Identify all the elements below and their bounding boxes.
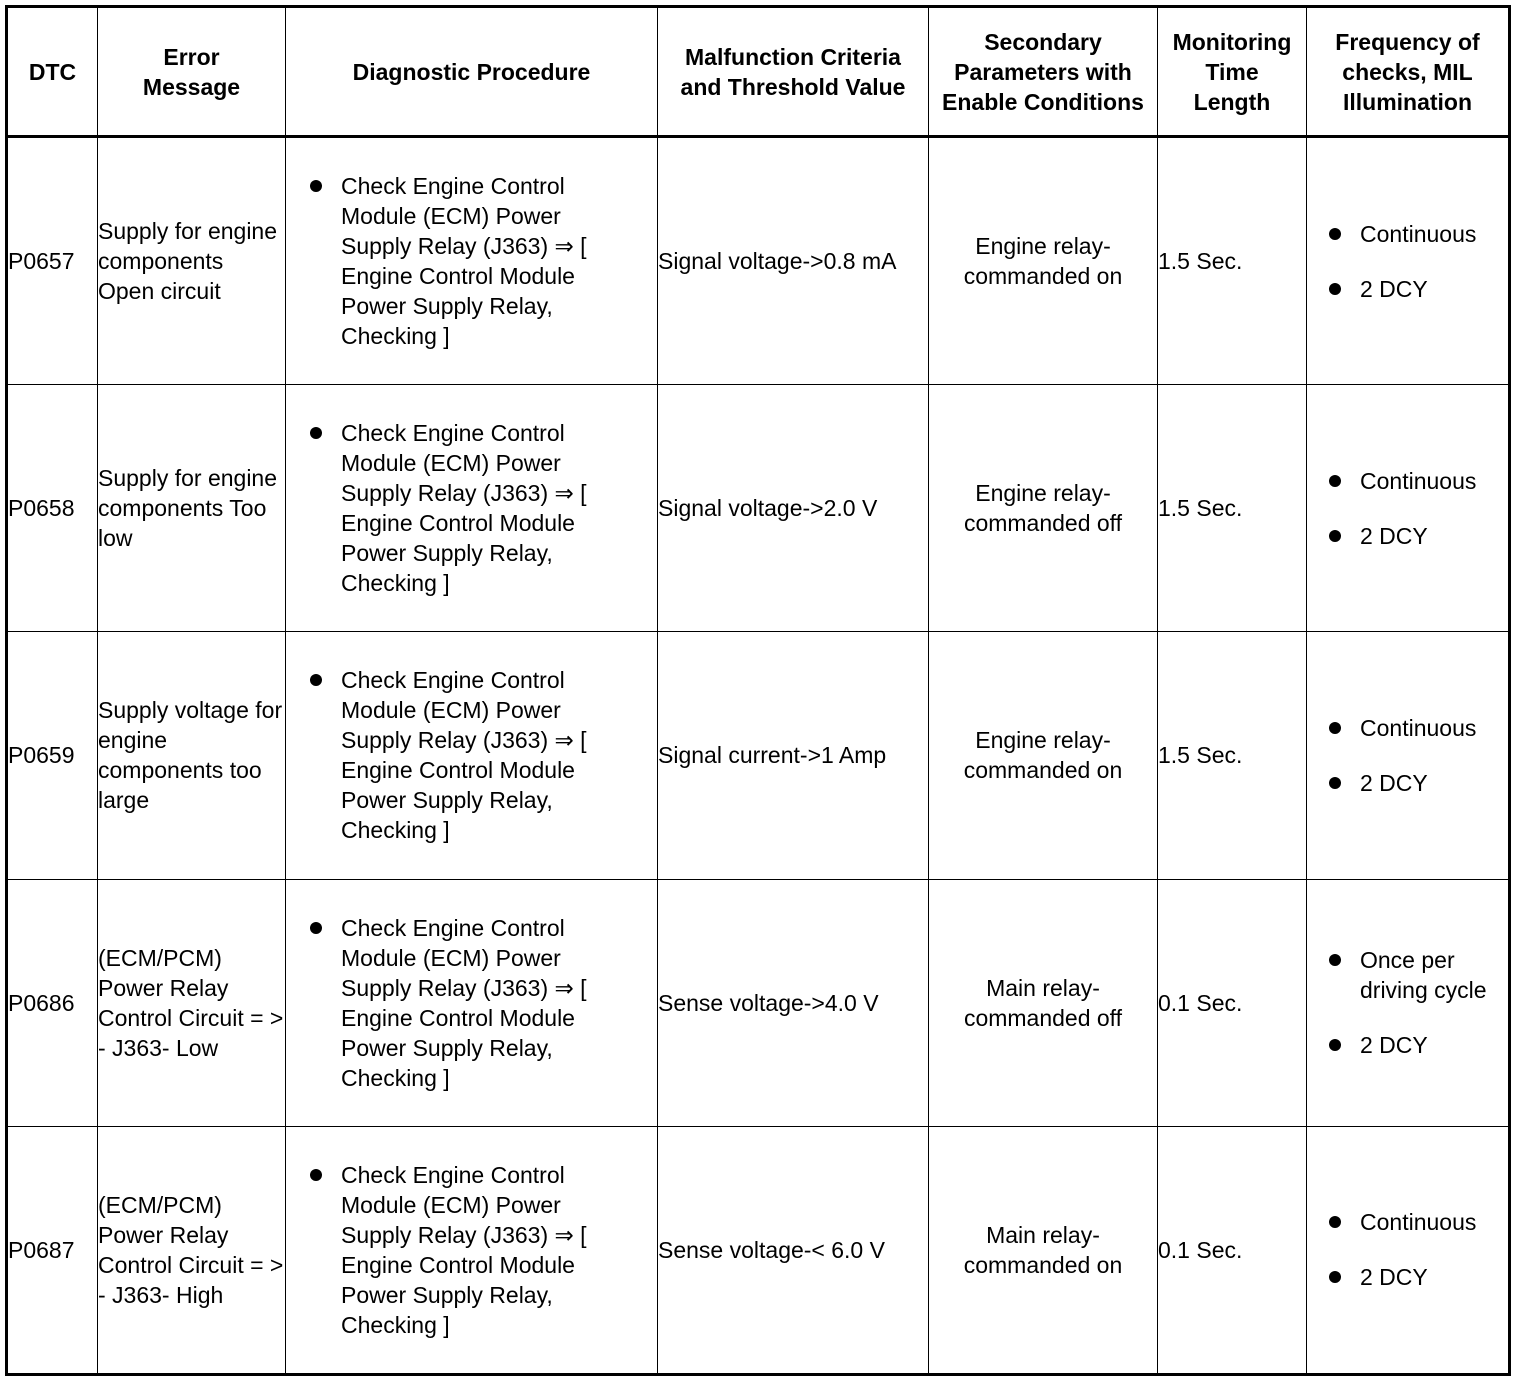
frequency-cell — [1307, 137, 1510, 385]
monitoring-time: 1.5 Sec. — [1158, 632, 1307, 879]
dtc-code: P0659 — [7, 632, 98, 879]
malfunction-criteria: Sense voltage->4.0 V — [658, 879, 929, 1126]
diagnostic-procedure — [286, 137, 658, 385]
frequency-cell — [1307, 632, 1510, 879]
monitoring-time: 1.5 Sec. — [1158, 385, 1307, 632]
table-row — [7, 632, 1510, 879]
bullet-icon — [1329, 954, 1341, 966]
error-message: (ECM/PCM) Power Relay Control Circuit = > - J363- Low — [98, 879, 286, 1126]
error-message: Supply for engine components Open circuit — [98, 137, 286, 385]
bullet-icon — [1329, 1271, 1341, 1283]
secondary-parameters — [929, 1126, 1158, 1374]
secondary-parameters — [929, 385, 1158, 632]
header-secondary-parameters: Secondary Parameters with Enable Conditions — [929, 7, 1158, 137]
secondary-text: Engine relay-commanded off — [963, 480, 1123, 537]
bullet-icon — [310, 427, 322, 439]
frequency-item: Continuous — [1360, 714, 1477, 741]
bullet-icon — [310, 180, 322, 192]
header-row — [7, 7, 1510, 137]
monitoring-time: 0.1 Sec. — [1158, 1126, 1307, 1374]
bullet-icon — [310, 922, 322, 934]
bullet-icon — [310, 1169, 322, 1181]
bullet-icon — [1329, 777, 1341, 789]
secondary-text: Engine relay-commanded on — [963, 233, 1123, 290]
secondary-text: Main relay-commanded off — [963, 974, 1123, 1031]
dtc-code: P0686 — [7, 879, 98, 1126]
bullet-icon — [1329, 228, 1341, 240]
bullet-icon — [1329, 475, 1341, 487]
diagnostic-procedure — [286, 385, 658, 632]
frequency-item: Continuous — [1360, 220, 1477, 247]
malfunction-criteria: Signal voltage->2.0 V — [658, 385, 929, 632]
secondary-parameters — [929, 632, 1158, 879]
table-row — [7, 879, 1510, 1126]
procedure-text: Check Engine Control Module (ECM) Power Supply Relay (J363) ⇒ [ Engine Control Module Power Supply Relay, Checking ] — [341, 914, 587, 1091]
table-row — [7, 137, 1510, 385]
error-message: (ECM/PCM) Power Relay Control Circuit = > - J363- High — [98, 1126, 286, 1374]
dtc-table — [5, 5, 1511, 1376]
bullet-icon — [310, 674, 322, 686]
table-body — [7, 137, 1510, 1375]
monitoring-time: 1.5 Sec. — [1158, 137, 1307, 385]
diagnostic-procedure — [286, 879, 658, 1126]
header-malfunction-criteria: Malfunction Criteria and Threshold Value — [658, 7, 929, 137]
procedure-text: Check Engine Control Module (ECM) Power Supply Relay (J363) ⇒ [ Engine Control Module Power Supply Relay, Checking ] — [341, 173, 587, 350]
frequency-item: 2 DCY — [1360, 522, 1428, 549]
frequency-item: Once per driving cycle — [1360, 947, 1487, 1004]
procedure-text: Check Engine Control Module (ECM) Power Supply Relay (J363) ⇒ [ Engine Control Module Power Supply Relay, Checking ] — [341, 1161, 587, 1338]
header-dtc: DTC — [7, 7, 98, 137]
dtc-code: P0687 — [7, 1126, 98, 1374]
frequency-cell — [1307, 385, 1510, 632]
malfunction-criteria: Signal voltage->0.8 mA — [658, 137, 929, 385]
frequency-item: Continuous — [1360, 1209, 1477, 1236]
header-monitoring-time: Monitoring Time Length — [1158, 7, 1307, 137]
error-message: Supply voltage for engine components too large — [98, 632, 286, 879]
frequency-cell — [1307, 1126, 1510, 1374]
diagnostic-procedure — [286, 632, 658, 879]
header-frequency: Frequency of checks, MIL Illumination — [1307, 7, 1510, 137]
error-message: Supply for engine components Too low — [98, 385, 286, 632]
header-error-message: Error Message — [98, 7, 286, 137]
secondary-text: Main relay-commanded on — [963, 1221, 1123, 1278]
dtc-code: P0658 — [7, 385, 98, 632]
diagnostic-procedure — [286, 1126, 658, 1374]
bullet-icon — [1329, 722, 1341, 734]
malfunction-criteria: Sense voltage-< 6.0 V — [658, 1126, 929, 1374]
table-row — [7, 1126, 1510, 1374]
dtc-code: P0657 — [7, 137, 98, 385]
frequency-cell — [1307, 879, 1510, 1126]
secondary-parameters — [929, 137, 1158, 385]
secondary-parameters — [929, 879, 1158, 1126]
bullet-icon — [1329, 1039, 1341, 1051]
frequency-item: Continuous — [1360, 467, 1477, 494]
frequency-item: 2 DCY — [1360, 1032, 1428, 1059]
bullet-icon — [1329, 1216, 1341, 1228]
bullet-icon — [1329, 530, 1341, 542]
frequency-item: 2 DCY — [1360, 769, 1428, 796]
malfunction-criteria: Signal current->1 Amp — [658, 632, 929, 879]
procedure-text: Check Engine Control Module (ECM) Power Supply Relay (J363) ⇒ [ Engine Control Module Power Supply Relay, Checking ] — [341, 420, 587, 597]
bullet-icon — [1329, 283, 1341, 295]
frequency-item: 2 DCY — [1360, 1264, 1428, 1291]
monitoring-time: 0.1 Sec. — [1158, 879, 1307, 1126]
frequency-item: 2 DCY — [1360, 275, 1428, 302]
secondary-text: Engine relay-commanded on — [963, 727, 1123, 784]
procedure-text: Check Engine Control Module (ECM) Power Supply Relay (J363) ⇒ [ Engine Control Module Power Supply Relay, Checking ] — [341, 667, 587, 844]
header-diagnostic-procedure: Diagnostic Procedure — [286, 7, 658, 137]
table-row — [7, 385, 1510, 632]
